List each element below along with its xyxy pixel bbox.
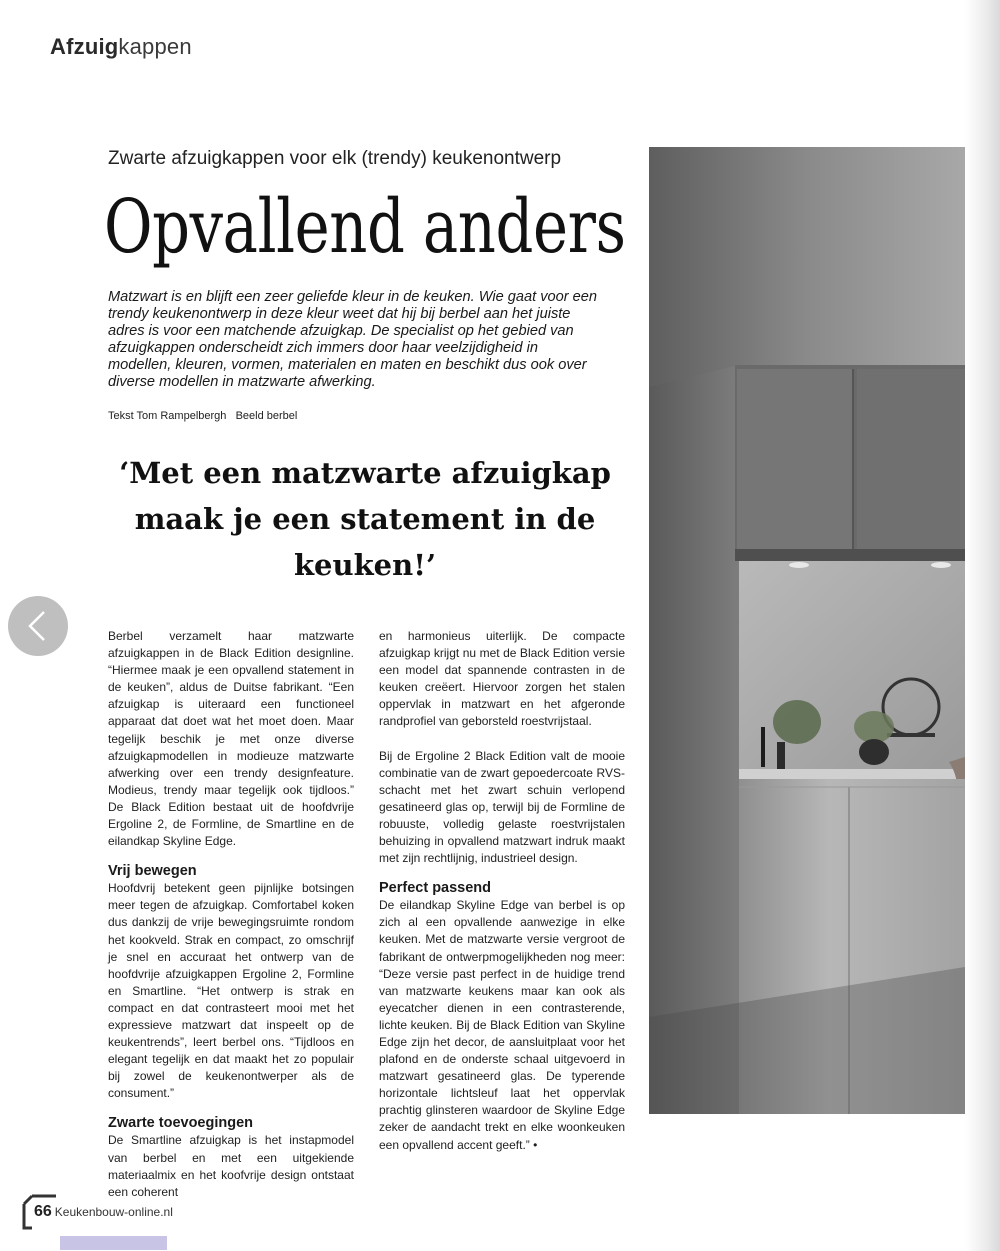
column-2-paragraph-2: Bij de Ergoline 2 Black Edition valt de mooie combinatie van de zwart gepoedercoate RVS-schacht met het zwart schuin verlopend gesatineerd glas op, terwijl bij de Formline de robuuste, volledig gelaste roestvrijstalen behuizing in opvallend matzwart indruk maakt met zijn rechtlijnig, industrieel design. (379, 748, 625, 866)
section-label-light: kappen (118, 34, 192, 59)
column-2-paragraph-1: en harmonieus uiterlijk. De compacte afzuigkap krijgt nu met de Black Edition versie een model dat spannende contrasten in de keuken creëert. Hiervoor zorgen het stalen oppervlak in matzwart en het afgeronde randprofiel van geborsteld roestvrijstaal. (379, 629, 625, 729)
chevron-left-icon (24, 610, 52, 642)
page-footer (20, 1195, 173, 1229)
previous-page-button[interactable] (8, 596, 68, 656)
site-name: Keukenbouw-online.nl (54, 1205, 173, 1219)
column-1-paragraph-2: Hoofdvrij betekent geen pijnlijke botsingen meer tegen de afzuigkap. Comfortabel koken dus dankzij de vrije bewegingsruimte rondom het kookveld. Strak en compact, zo omschrijf je snel en accuraat het ontwerp van de hoofdvrije afzuigkappen Ergoline 2, Formline en Smartline. “Het ontwerp is strak en compact en dat contrasteert mooi met het expressieve matzwart dat inspeelt op de keukentrends”, leert berbel ons. “Tijdloos en elegant tegelijk en dat maakt het zo populair bij zowel de keukenontwerper als de consument.” (108, 881, 354, 1101)
kitchen-photo (649, 147, 965, 1114)
article-column-2 (379, 628, 625, 1154)
column-1-heading-vrij-bewegen: Vrij bewegen (108, 863, 197, 880)
column-2-paragraph-3: De eilandkap Skyline Edge van berbel is op zich al een opvallende aanwezige in elke keuken. Met de matzwarte versie vergroot de fabrikant de ontwerpmogelijkheden nog meer: “Deze versie past perfect in de huidige trend van matzwarte keukens maar kan ook als eyecatcher dienen in een contrasterende, lichte keuken. Bij de Black Edition van Skyline Edge zijn het decor, de aansluitplaat voor het plafond en de onderste schaal uitgevoerd in matzwart gesatineerd glas. De typerende horizontale lichtsleuf laat het oppervlak prachtig glinsteren waardoor de Skyline Edge zeker de aandacht trekt en elke woonkeuken een opvallend accent geeft.” • (379, 898, 625, 1152)
page-number: 66 (34, 1203, 52, 1220)
column-2-heading-perfect-passend: Perfect passend (379, 880, 492, 897)
column-1-paragraph-3: De Smartline afzuigkap is het instapmodel van berbel en met een uitgekiende materiaalmix en het koofvrije design ontstaat een coherent (108, 1133, 354, 1199)
section-label (50, 34, 192, 60)
page-indicator-bar (60, 1236, 167, 1250)
article-subtitle: Zwarte afzuigkappen voor elk (trendy) keukenontwerp (108, 148, 562, 169)
page-edge-shadow (965, 0, 1000, 1251)
column-1-paragraph-1: Berbel verzamelt haar matzwarte afzuigkappen in de Black Edition designline. “Hiermee maak je een opvallend statement in de keuken”, aldus de Duitse fabrikant. “Een afzuigkap is uiteraard een functioneel apparaat dat doet wat het moet doen. Maar tegelijk beschik je met onze diverse afzuigkapmodellen in modieuze matzwarte afwerking over een trendy designfeature. Modieus, trendy maar tegelijk ook tijdloos.” De Black Edition bestaat uit de hoofdvrije Ergoline 2, de Formline, de Smartline en de eilandkap Skyline Edge. (108, 629, 354, 849)
kitchen-illustration (649, 147, 965, 1114)
article-column-1 (108, 628, 354, 1201)
article-headline: Opvallend anders (104, 184, 626, 270)
column-1-heading-zwarte-toevoegingen: Zwarte toevoegingen (108, 1115, 254, 1132)
article-credits: Tekst Tom Rampelbergh Beeld berbel (108, 410, 298, 422)
section-label-bold: Afzuig (50, 34, 119, 59)
pull-quote: ‘Met een matzwarte afzuigkap maak je een statement in de keuken!’ (119, 456, 611, 582)
article-intro: Matzwart is en blijft een zeer geliefde kleur in de keuken. Wie gaat voor een trendy keukenontwerp in deze kleur weet dat hij bij berbel aan het juiste adres is voor een matchende afzuigkap. De specialist op het gebied van afzuigkappen onderscheidt zich immers door haar veelzijdigheid in modellen, kleuren, vormen, materialen en maten en beschikt dus ook over diverse modellen in matzwarte afwerking. (108, 289, 598, 390)
